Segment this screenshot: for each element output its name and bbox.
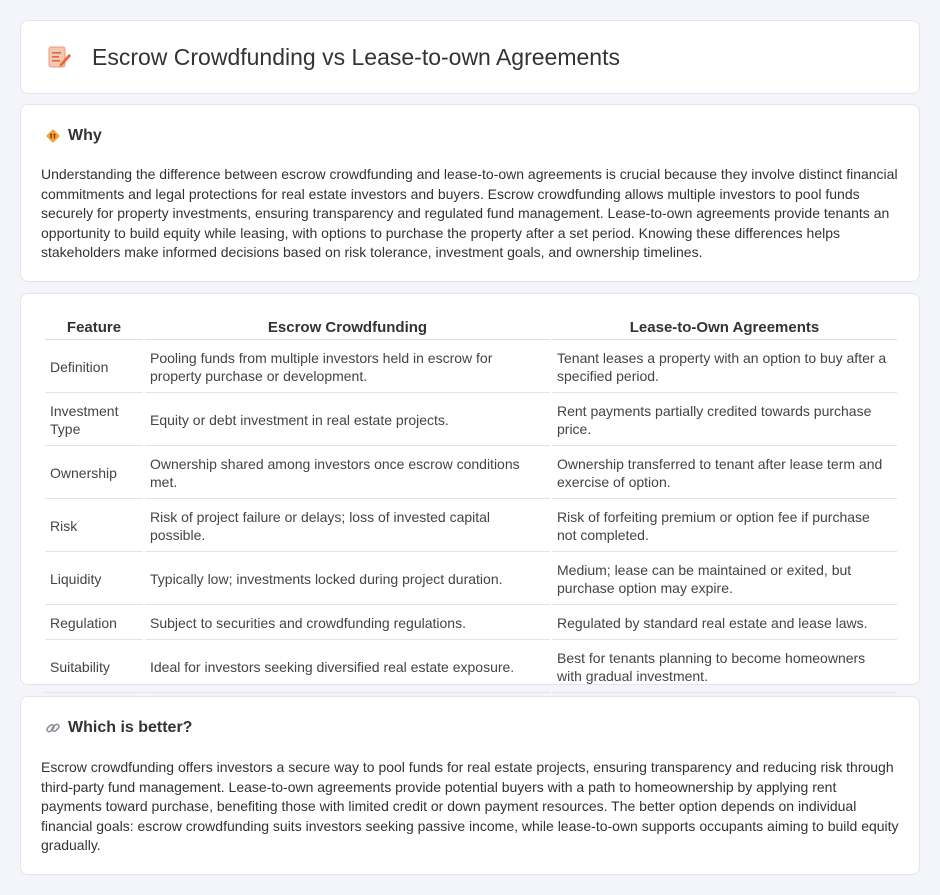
col-header-feature: Feature <box>45 317 143 340</box>
better-paragraph: Escrow crowdfunding offers investors a secure way to pool funds for real estate projects, ensuring transparency and reducing risk through third-party fund management. Lease-to-own agreements provide potential buyers with a path to homeownership by applying rent payments toward purchase, benefiting those with limited credit or down payment resources. The better option depends on individual financial goals: escrow crowdfunding suits investors seeking passive income, while lease-to-own supports occupants aiming to build equity gradually. <box>41 759 899 854</box>
lease-cell: Ownership transferred to tenant after lease term and exercise of option. <box>552 448 897 499</box>
which-better-section <box>20 696 920 875</box>
better-heading-row <box>45 719 192 737</box>
escrow-cell: Risk of project failure or delays; loss of invested capital possible. <box>145 501 550 552</box>
col-header-escrow: Escrow Crowdfunding <box>145 317 550 340</box>
escrow-cell: Pooling funds from multiple investors held in escrow for property purchase or development. <box>145 342 550 393</box>
lease-cell: Tenant leases a property with an option to buy after a specified period. <box>552 342 897 393</box>
comparison-section <box>20 293 920 685</box>
col-header-lease: Lease-to-Own Agreements <box>552 317 897 340</box>
feature-cell: Ownership <box>45 448 143 499</box>
why-section <box>20 104 920 282</box>
feature-cell: Suitability <box>45 642 143 693</box>
table-header-row <box>45 317 897 340</box>
lease-cell: Regulated by standard real estate and lease laws. <box>552 607 897 640</box>
title-card <box>20 20 920 94</box>
lease-cell: Best for tenants planning to become homeowners with gradual investment. <box>552 642 897 693</box>
page-title: Escrow Crowdfunding vs Lease-to-own Agreements <box>92 43 620 70</box>
why-paragraph: Understanding the difference between escrow crowdfunding and lease-to-own agreements is crucial because they involve distinct financial commitments and legal protections for real estate investors and buyers. Escrow crowdfunding allows multiple investors to pool funds securely for property investments, ensuring transparency and regulated fund management. Lease-to-own agreements provide tenants an opportunity to build equity while leasing, with options to purchase the property after a set period. Knowing these differences helps stakeholders make informed decisions based on risk tolerance, investment goals, and ownership timelines. <box>41 166 898 261</box>
table-row <box>45 501 897 552</box>
table-row <box>45 607 897 640</box>
better-heading: Which is better? <box>68 719 193 736</box>
escrow-cell: Subject to securities and crowdfunding regulations. <box>145 607 550 640</box>
feature-cell: Risk <box>45 501 143 552</box>
escrow-cell: Ownership shared among investors once escrow conditions met. <box>145 448 550 499</box>
lease-cell: Rent payments partially credited towards purchase price. <box>552 395 897 446</box>
table-row <box>45 342 897 393</box>
feature-cell: Definition <box>45 342 143 393</box>
table-row <box>45 448 897 499</box>
why-heading: Why <box>68 127 102 144</box>
title-row <box>47 43 620 71</box>
road-sign-icon <box>45 128 61 144</box>
table-row <box>45 395 897 446</box>
escrow-cell: Equity or debt investment in real estate projects. <box>145 395 550 446</box>
why-heading-row <box>45 127 102 145</box>
feature-cell: Liquidity <box>45 554 143 605</box>
link-icon <box>45 720 61 736</box>
lease-cell: Risk of forfeiting premium or option fee if purchase not completed. <box>552 501 897 552</box>
document-edit-icon <box>47 43 71 71</box>
table-row <box>45 642 897 693</box>
comparison-table <box>43 315 899 695</box>
escrow-cell: Ideal for investors seeking diversified real estate exposure. <box>145 642 550 693</box>
feature-cell: Regulation <box>45 607 143 640</box>
escrow-cell: Typically low; investments locked during project duration. <box>145 554 550 605</box>
lease-cell: Medium; lease can be maintained or exited, but purchase option may expire. <box>552 554 897 605</box>
feature-cell: Investment Type <box>45 395 143 446</box>
table-row <box>45 554 897 605</box>
